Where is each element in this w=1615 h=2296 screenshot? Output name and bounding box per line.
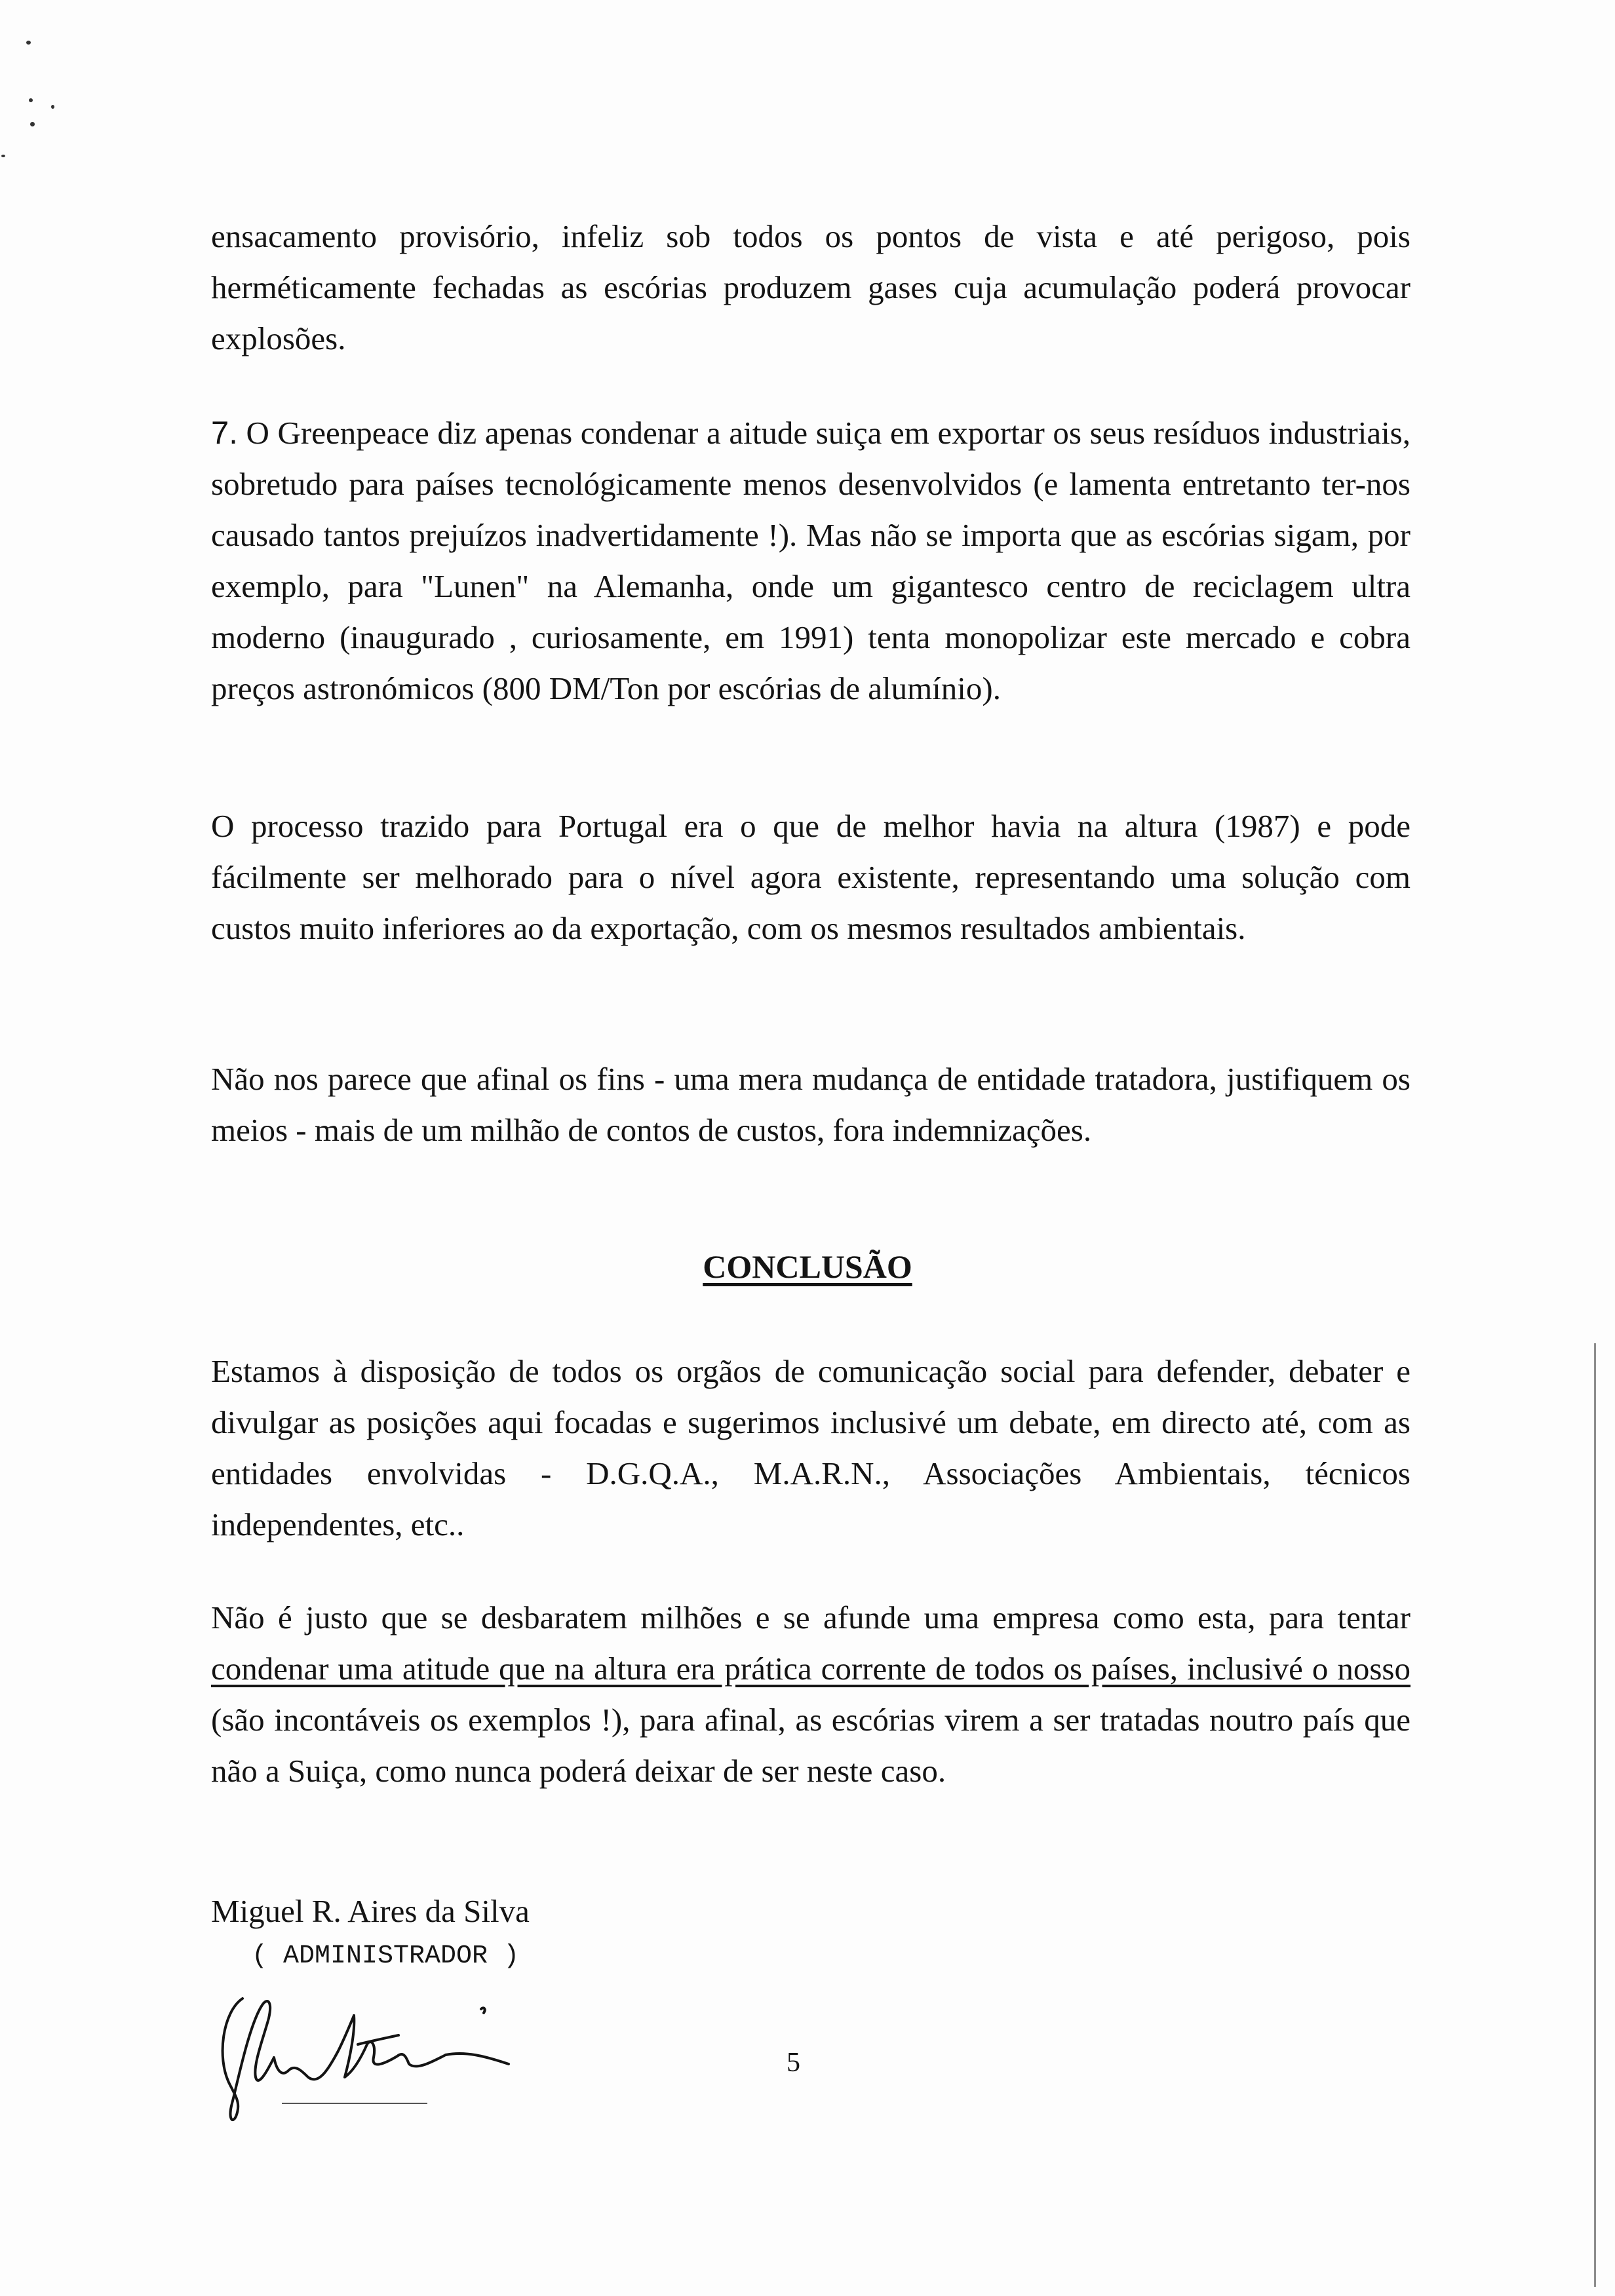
scan-speck	[30, 122, 35, 126]
paragraph-5: Estamos à disposição de todos os orgãos de comunicação social para defender, debater e divulgar as posições aqui focadas e sugerimos inclusivé um debate, em directo até, com as entidades envolvidas - D.G.Q.A., M.A.R.N., Associações Ambientais, técnicos independentes, etc..	[211, 1353, 1411, 1542]
item-number: 7.	[211, 415, 238, 451]
underlined-phrase: condenar uma atitude que na altura era prática corrente de todos os países, inclusivé o nosso	[211, 1651, 1411, 1687]
paragraph-1: ensacamento provisório, infeliz sob todos os pontos de vista e até perigoso, pois herméticamente fechadas as escórias produzem gases cuja acumulação poderá provocar explosões.	[211, 218, 1411, 356]
paragraph-6-start: Não é justo que se desbaratem milhões e se afunde uma empresa como esta, para tentar	[211, 1599, 1411, 1636]
page-number: 5	[787, 2048, 800, 2078]
scan-speck	[26, 41, 31, 45]
paragraph-2-text: O Greenpeace diz apenas condenar a aitude suiça em exportar os seus resíduos industriais, sobretudo para países tecnológicamente menos desenvolvidos (e lamenta entretanto ter-nos causado tantos prejuízos inadvertidamente !). Mas não se importa que as escórias sigam, por exemplo, para "Lunen" na Alemanha, onde um gigantesco centro de reciclagem ultra moderno (inaugurado , curiosamente, em 1991) tenta monopolizar este mercado e cobra preços astronómicos (800 DM/Ton por escórias de alumínio).	[211, 415, 1411, 706]
scan-speck	[1, 155, 5, 157]
conclusion-heading: CONCLUSÃO	[703, 1248, 912, 1285]
handwritten-signature	[190, 1972, 544, 2130]
paragraph-3: O processo trazido para Portugal era o que de melhor havia na altura (1987) e pode fácilmente ser melhorado para o nível agora existente, representando uma solução com custos muito inferiores ao da exportação, com os mesmos resultados ambientais.	[211, 808, 1411, 946]
paragraph-4: Não nos parece que afinal os fins - uma mera mudança de entidade tratadora, justifiquem os meios - mais de um milhão de contos de custos, fora indemnizações.	[211, 1061, 1411, 1148]
paragraph-2	[211, 408, 1411, 714]
paragraph-6	[211, 1592, 1411, 1797]
signer-role: ( ADMINISTRADOR )	[252, 1942, 520, 1971]
scan-speck	[51, 105, 54, 109]
scan-speck	[29, 98, 33, 102]
paragraph-6-end: (são incontáveis os exemplos !), para afinal, as escórias virem a ser tratadas noutro país que não a Suiça, como nunca poderá deixar de ser neste caso.	[211, 1702, 1411, 1789]
signer-name: Miguel R. Aires da Silva	[211, 1893, 530, 1929]
scan-edge-line	[1594, 1343, 1596, 2287]
